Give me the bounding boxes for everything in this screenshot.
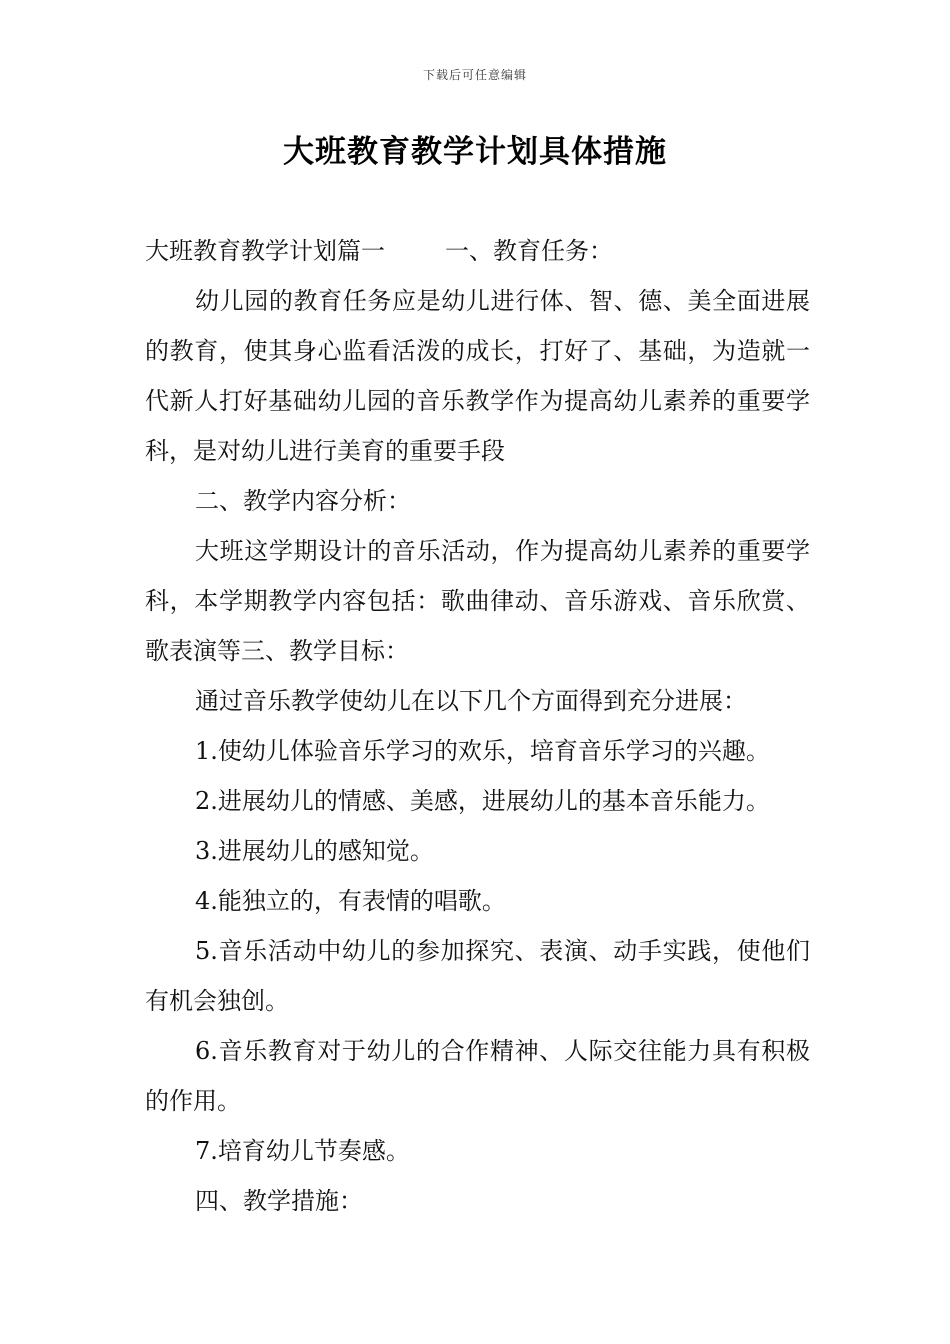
section-label: 大班教育教学计划篇一 xyxy=(145,237,385,265)
heading-content-analysis: 二、教学内容分析： xyxy=(195,487,411,515)
document-body xyxy=(145,226,810,1226)
list-item-goal-4: 4.能独立的，有表情的唱歌。 xyxy=(195,887,506,915)
list-item-goal-7: 7.培育幼儿节奏感。 xyxy=(195,1137,410,1165)
first-line xyxy=(145,226,810,276)
list-item-goal-5: 5.音乐活动中幼儿的参加探究、表演、动手实践，使他们有机会独创。 xyxy=(145,937,810,1015)
document-title: 大班教育教学计划具体措施 xyxy=(283,134,667,170)
paragraph-education-tasks: 幼儿园的教育任务应是幼儿进行体、智、德、美全面进展的教育，使其身心监看活泼的成长，打好了、基础，为造就一代新人打好基础幼儿园的音乐教学作为提高幼儿素养的重要学科，是对幼儿进行美育的重要手段 xyxy=(145,287,810,465)
paragraph-goals-intro: 通过音乐教学使幼儿在以下几个方面得到充分进展： xyxy=(195,687,747,715)
list-item-goal-2: 2.进展幼儿的情感、美感，进展幼儿的基本音乐能力。 xyxy=(195,787,770,815)
list-item-goal-3: 3.进展幼儿的感知觉。 xyxy=(195,837,434,865)
paragraph-content-analysis: 大班这学期设计的音乐活动，作为提高幼儿素养的重要学科，本学期教学内容包括：歌曲律动、音乐游戏、音乐欣赏、歌表演等三、教学目标： xyxy=(145,537,810,665)
list-item-goal-1: 1.使幼儿体验音乐学习的欢乐，培育音乐学习的兴趣。 xyxy=(195,737,770,765)
section-heading-education-tasks: 一、教育任务： xyxy=(445,237,613,265)
header-note: 下载后可任意编辑 xyxy=(422,68,527,82)
heading-teaching-measures: 四、教学措施： xyxy=(195,1187,363,1215)
list-item-goal-6: 6.音乐教育对于幼儿的合作精神、人际交往能力具有积极的作用。 xyxy=(145,1037,810,1115)
